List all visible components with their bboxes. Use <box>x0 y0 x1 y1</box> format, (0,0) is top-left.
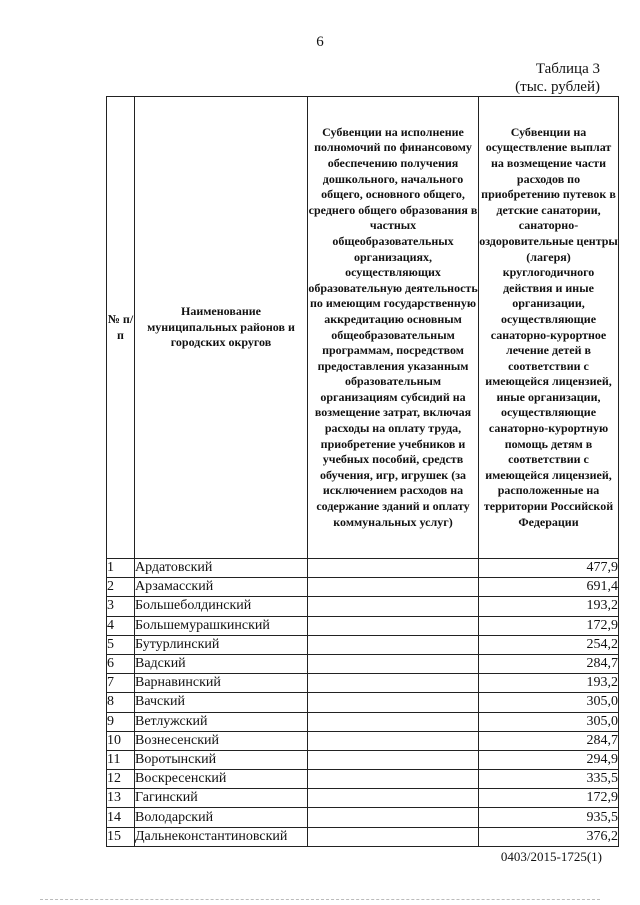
row-num: 9 <box>107 712 135 731</box>
row-num: 2 <box>107 578 135 597</box>
table-row <box>107 693 619 712</box>
row-num: 3 <box>107 597 135 616</box>
table-caption <box>515 60 600 96</box>
row-subvention-education <box>308 674 479 693</box>
header-num: № п/п <box>107 97 135 559</box>
row-name: Воротынский <box>135 750 308 769</box>
row-num: 5 <box>107 635 135 654</box>
row-subvention-sanatorium: 935,5 <box>479 808 619 827</box>
row-subvention-sanatorium: 477,9 <box>479 559 619 578</box>
row-name: Вознесенский <box>135 731 308 750</box>
table-row <box>107 808 619 827</box>
row-subvention-education <box>308 654 479 673</box>
row-subvention-education <box>308 635 479 654</box>
row-subvention-sanatorium: 691,4 <box>479 578 619 597</box>
row-name: Варнавинский <box>135 674 308 693</box>
row-num: 13 <box>107 789 135 808</box>
table-row <box>107 578 619 597</box>
row-name: Вачский <box>135 693 308 712</box>
table-row <box>107 712 619 731</box>
row-subvention-sanatorium: 172,9 <box>479 616 619 635</box>
row-num: 10 <box>107 731 135 750</box>
row-num: 8 <box>107 693 135 712</box>
table-row <box>107 789 619 808</box>
row-subvention-education <box>308 712 479 731</box>
row-subvention-education <box>308 789 479 808</box>
row-subvention-education <box>308 616 479 635</box>
row-subvention-education <box>308 750 479 769</box>
row-num: 14 <box>107 808 135 827</box>
row-name: Бутурлинский <box>135 635 308 654</box>
row-num: 7 <box>107 674 135 693</box>
row-name: Ардатовский <box>135 559 308 578</box>
table-row <box>107 770 619 789</box>
table-row <box>107 674 619 693</box>
row-num: 4 <box>107 616 135 635</box>
table-row <box>107 654 619 673</box>
row-subvention-sanatorium: 376,2 <box>479 827 619 846</box>
row-name: Большеболдинский <box>135 597 308 616</box>
table-row <box>107 731 619 750</box>
header-subvention-sanatorium: Субвенции на осуществление выплат на возмещение части расходов по приобретению путевок в детские санатории, санаторно-оздоровительные центры (лагеря) круглогодичного действия и иные организации, осуществляющие санаторно-курортное лечение детей в соответствии с имеющейся лицензией, иные организации, осуществляющие санаторно-курортную помощь детям в соответствии с имеющейся лицензией, расположенные на территории Российской Федерации <box>479 97 619 559</box>
row-name: Арзамасский <box>135 578 308 597</box>
row-subvention-education <box>308 731 479 750</box>
subventions-table <box>106 96 619 847</box>
scan-edge-divider <box>40 899 600 901</box>
table-caption-title: Таблица 3 <box>535 61 600 77</box>
row-subvention-education <box>308 770 479 789</box>
row-name: Большемурашкинский <box>135 616 308 635</box>
table-row <box>107 827 619 846</box>
header-name: Наименование муниципальных районов и городских округов <box>135 97 308 559</box>
row-subvention-sanatorium: 254,2 <box>479 635 619 654</box>
row-num: 1 <box>107 559 135 578</box>
row-name: Воскресенский <box>135 770 308 789</box>
row-subvention-sanatorium: 294,9 <box>479 750 619 769</box>
row-name: Ветлужский <box>135 712 308 731</box>
row-subvention-education <box>308 827 479 846</box>
table-row <box>107 559 619 578</box>
row-subvention-sanatorium: 193,2 <box>479 674 619 693</box>
row-num: 15 <box>107 827 135 846</box>
row-subvention-education <box>308 578 479 597</box>
table-row <box>107 616 619 635</box>
row-subvention-education <box>308 693 479 712</box>
row-subvention-education <box>308 597 479 616</box>
row-subvention-education <box>308 808 479 827</box>
row-num: 6 <box>107 654 135 673</box>
row-name: Дальнеконстантиновский <box>135 827 308 846</box>
table-header-row <box>107 97 619 559</box>
row-subvention-sanatorium: 305,0 <box>479 693 619 712</box>
row-subvention-sanatorium: 284,7 <box>479 731 619 750</box>
row-subvention-sanatorium: 193,2 <box>479 597 619 616</box>
table-row <box>107 597 619 616</box>
row-name: Вадский <box>135 654 308 673</box>
document-code: 0403/2015-1725(1) <box>500 849 602 864</box>
row-num: 11 <box>107 750 135 769</box>
row-subvention-sanatorium: 305,0 <box>479 712 619 731</box>
row-subvention-sanatorium: 335,5 <box>479 770 619 789</box>
table-row <box>107 635 619 654</box>
row-subvention-education <box>308 559 479 578</box>
row-subvention-sanatorium: 172,9 <box>479 789 619 808</box>
row-name: Гагинский <box>135 789 308 808</box>
page-number: 6 <box>316 34 324 50</box>
row-name: Володарский <box>135 808 308 827</box>
row-subvention-sanatorium: 284,7 <box>479 654 619 673</box>
table-caption-units: (тыс. рублей) <box>515 79 600 95</box>
row-num: 12 <box>107 770 135 789</box>
header-subvention-education: Субвенции на исполнение полномочий по финансовому обеспечению получения дошкольного, начального общего, основного общего, среднего общего образования в частных общеобразовательных организациях, осуществляющих образовательную деятельность по имеющим государственную аккредитацию основным общеобразовательным программам, посредством предоставления указанным образовательным организациям субсидий на возмещение затрат, включая расходы на оплату труда, приобретение учебников и учебных пособий, средств обучения, игр, игрушек (за исключением расходов на содержание зданий и оплату коммунальных услуг) <box>308 97 479 559</box>
table-row <box>107 750 619 769</box>
table-body <box>107 559 619 847</box>
